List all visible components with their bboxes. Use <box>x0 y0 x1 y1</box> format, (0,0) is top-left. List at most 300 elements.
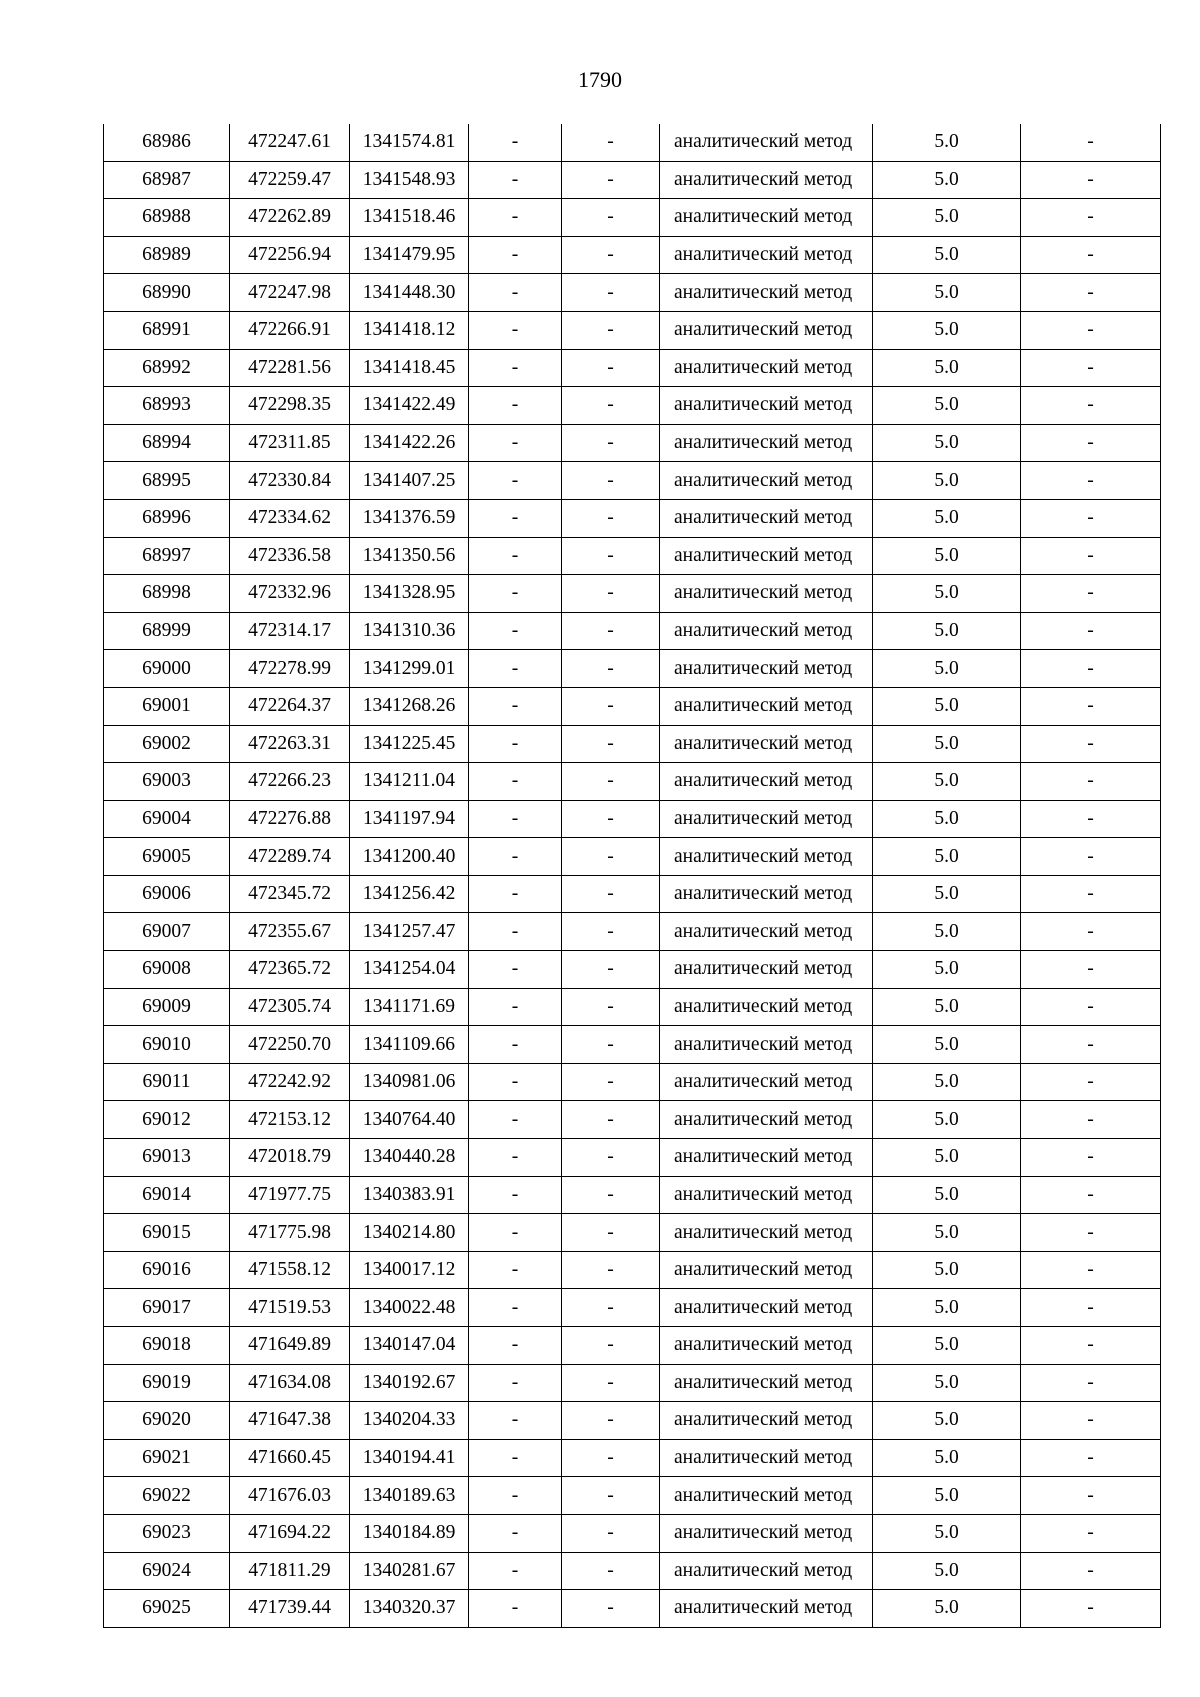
cell-method: аналитический метод <box>660 274 873 312</box>
cell-y: 1341299.01 <box>350 650 469 688</box>
cell-id: 69016 <box>104 1251 230 1289</box>
cell-c8: - <box>1021 725 1161 763</box>
table-row <box>104 951 1161 989</box>
cell-y: 1340184.89 <box>350 1514 469 1552</box>
table-row <box>104 1289 1161 1327</box>
cell-c5: - <box>562 124 660 161</box>
cell-x: 472365.72 <box>230 951 350 989</box>
cell-c5: - <box>562 1026 660 1064</box>
cell-c8: - <box>1021 1590 1161 1628</box>
cell-id: 68992 <box>104 349 230 387</box>
cell-c8: - <box>1021 988 1161 1026</box>
cell-id: 69020 <box>104 1402 230 1440</box>
cell-c4: - <box>469 875 562 913</box>
cell-id: 69005 <box>104 838 230 876</box>
cell-accuracy: 5.0 <box>873 1139 1021 1177</box>
cell-x: 472266.91 <box>230 311 350 349</box>
cell-y: 1341328.95 <box>350 575 469 613</box>
cell-c8: - <box>1021 1101 1161 1139</box>
cell-c4: - <box>469 1139 562 1177</box>
cell-id: 69004 <box>104 800 230 838</box>
cell-method: аналитический метод <box>660 1439 873 1477</box>
cell-c5: - <box>562 988 660 1026</box>
table-row <box>104 274 1161 312</box>
coordinates-table <box>103 124 1161 1628</box>
cell-method: аналитический метод <box>660 424 873 462</box>
cell-x: 472242.92 <box>230 1063 350 1101</box>
table-row <box>104 1514 1161 1552</box>
cell-c8: - <box>1021 1063 1161 1101</box>
cell-accuracy: 5.0 <box>873 612 1021 650</box>
cell-c5: - <box>562 725 660 763</box>
table-row <box>104 1026 1161 1064</box>
cell-c8: - <box>1021 1289 1161 1327</box>
cell-method: аналитический метод <box>660 1402 873 1440</box>
cell-y: 1340383.91 <box>350 1176 469 1214</box>
cell-method: аналитический метод <box>660 988 873 1026</box>
table-row <box>104 1101 1161 1139</box>
cell-method: аналитический метод <box>660 387 873 425</box>
cell-x: 472250.70 <box>230 1026 350 1064</box>
cell-c5: - <box>562 236 660 274</box>
cell-y: 1341418.45 <box>350 349 469 387</box>
cell-accuracy: 5.0 <box>873 1402 1021 1440</box>
cell-c8: - <box>1021 387 1161 425</box>
cell-c5: - <box>562 274 660 312</box>
table-row <box>104 311 1161 349</box>
cell-c5: - <box>562 1402 660 1440</box>
cell-id: 68999 <box>104 612 230 650</box>
cell-accuracy: 5.0 <box>873 1327 1021 1365</box>
cell-accuracy: 5.0 <box>873 725 1021 763</box>
cell-c5: - <box>562 1063 660 1101</box>
cell-method: аналитический метод <box>660 575 873 613</box>
table-row <box>104 199 1161 237</box>
cell-c8: - <box>1021 1214 1161 1252</box>
cell-x: 471977.75 <box>230 1176 350 1214</box>
cell-c8: - <box>1021 1327 1161 1365</box>
cell-x: 472332.96 <box>230 575 350 613</box>
cell-c8: - <box>1021 1139 1161 1177</box>
cell-id: 69008 <box>104 951 230 989</box>
cell-x: 472311.85 <box>230 424 350 462</box>
cell-c4: - <box>469 1026 562 1064</box>
cell-c5: - <box>562 612 660 650</box>
cell-accuracy: 5.0 <box>873 1176 1021 1214</box>
cell-accuracy: 5.0 <box>873 875 1021 913</box>
cell-x: 472247.61 <box>230 124 350 161</box>
cell-id: 69010 <box>104 1026 230 1064</box>
cell-method: аналитический метод <box>660 763 873 801</box>
cell-c8: - <box>1021 1514 1161 1552</box>
cell-y: 1341407.25 <box>350 462 469 500</box>
cell-accuracy: 5.0 <box>873 1590 1021 1628</box>
cell-c5: - <box>562 1514 660 1552</box>
table-row <box>104 462 1161 500</box>
cell-y: 1341268.26 <box>350 687 469 725</box>
table-row <box>104 988 1161 1026</box>
cell-accuracy: 5.0 <box>873 537 1021 575</box>
cell-x: 472018.79 <box>230 1139 350 1177</box>
cell-method: аналитический метод <box>660 161 873 199</box>
cell-c5: - <box>562 537 660 575</box>
cell-method: аналитический метод <box>660 311 873 349</box>
cell-accuracy: 5.0 <box>873 387 1021 425</box>
cell-c4: - <box>469 951 562 989</box>
cell-c4: - <box>469 1214 562 1252</box>
cell-c5: - <box>562 462 660 500</box>
cell-method: аналитический метод <box>660 687 873 725</box>
cell-id: 69007 <box>104 913 230 951</box>
cell-method: аналитический метод <box>660 725 873 763</box>
cell-c4: - <box>469 913 562 951</box>
table-row <box>104 1063 1161 1101</box>
cell-c5: - <box>562 311 660 349</box>
cell-c5: - <box>562 1364 660 1402</box>
cell-method: аналитический метод <box>660 1327 873 1365</box>
table-row <box>104 537 1161 575</box>
cell-x: 472262.89 <box>230 199 350 237</box>
table-row <box>104 236 1161 274</box>
table-row <box>104 124 1161 161</box>
cell-y: 1340764.40 <box>350 1101 469 1139</box>
cell-accuracy: 5.0 <box>873 763 1021 801</box>
cell-id: 69011 <box>104 1063 230 1101</box>
cell-id: 69001 <box>104 687 230 725</box>
cell-x: 472330.84 <box>230 462 350 500</box>
cell-id: 68990 <box>104 274 230 312</box>
cell-c5: - <box>562 1176 660 1214</box>
cell-c8: - <box>1021 161 1161 199</box>
cell-y: 1341200.40 <box>350 838 469 876</box>
cell-accuracy: 5.0 <box>873 1439 1021 1477</box>
cell-c8: - <box>1021 236 1161 274</box>
table-row <box>104 650 1161 688</box>
cell-c8: - <box>1021 913 1161 951</box>
cell-method: аналитический метод <box>660 1364 873 1402</box>
cell-id: 69023 <box>104 1514 230 1552</box>
table-row <box>104 1590 1161 1628</box>
table-row <box>104 800 1161 838</box>
cell-y: 1341518.46 <box>350 199 469 237</box>
cell-x: 472263.31 <box>230 725 350 763</box>
cell-c8: - <box>1021 1552 1161 1590</box>
cell-accuracy: 5.0 <box>873 838 1021 876</box>
cell-c4: - <box>469 199 562 237</box>
cell-x: 471694.22 <box>230 1514 350 1552</box>
cell-c4: - <box>469 800 562 838</box>
cell-c5: - <box>562 575 660 613</box>
cell-method: аналитический метод <box>660 1026 873 1064</box>
cell-id: 69017 <box>104 1289 230 1327</box>
cell-accuracy: 5.0 <box>873 462 1021 500</box>
cell-x: 471519.53 <box>230 1289 350 1327</box>
cell-c5: - <box>562 1289 660 1327</box>
table-row <box>104 1364 1161 1402</box>
cell-method: аналитический метод <box>660 462 873 500</box>
cell-c4: - <box>469 387 562 425</box>
cell-c8: - <box>1021 537 1161 575</box>
cell-c4: - <box>469 1251 562 1289</box>
cell-method: аналитический метод <box>660 1176 873 1214</box>
cell-accuracy: 5.0 <box>873 161 1021 199</box>
cell-x: 472153.12 <box>230 1101 350 1139</box>
cell-method: аналитический метод <box>660 1063 873 1101</box>
cell-y: 1341310.36 <box>350 612 469 650</box>
table-row <box>104 838 1161 876</box>
cell-c5: - <box>562 1590 660 1628</box>
cell-method: аналитический метод <box>660 199 873 237</box>
cell-c4: - <box>469 499 562 537</box>
cell-y: 1341422.49 <box>350 387 469 425</box>
cell-c5: - <box>562 800 660 838</box>
cell-method: аналитический метод <box>660 650 873 688</box>
cell-x: 472305.74 <box>230 988 350 1026</box>
cell-c8: - <box>1021 1251 1161 1289</box>
cell-y: 1340022.48 <box>350 1289 469 1327</box>
cell-method: аналитический метод <box>660 1590 873 1628</box>
cell-accuracy: 5.0 <box>873 1552 1021 1590</box>
cell-c8: - <box>1021 612 1161 650</box>
table-row <box>104 349 1161 387</box>
cell-id: 68996 <box>104 499 230 537</box>
cell-id: 69006 <box>104 875 230 913</box>
cell-c8: - <box>1021 951 1161 989</box>
cell-c4: - <box>469 988 562 1026</box>
cell-x: 471634.08 <box>230 1364 350 1402</box>
cell-x: 471739.44 <box>230 1590 350 1628</box>
cell-accuracy: 5.0 <box>873 650 1021 688</box>
cell-c8: - <box>1021 1439 1161 1477</box>
cell-accuracy: 5.0 <box>873 1063 1021 1101</box>
cell-method: аналитический метод <box>660 1289 873 1327</box>
cell-c4: - <box>469 236 562 274</box>
table-row <box>104 1176 1161 1214</box>
cell-c5: - <box>562 161 660 199</box>
cell-c4: - <box>469 124 562 161</box>
cell-x: 472259.47 <box>230 161 350 199</box>
cell-y: 1341350.56 <box>350 537 469 575</box>
table-body <box>104 124 1161 1627</box>
cell-c4: - <box>469 1477 562 1515</box>
cell-id: 68994 <box>104 424 230 462</box>
cell-id: 68991 <box>104 311 230 349</box>
cell-y: 1340194.41 <box>350 1439 469 1477</box>
cell-x: 472256.94 <box>230 236 350 274</box>
cell-accuracy: 5.0 <box>873 499 1021 537</box>
cell-x: 472266.23 <box>230 763 350 801</box>
cell-c5: - <box>562 838 660 876</box>
table-row <box>104 913 1161 951</box>
cell-method: аналитический метод <box>660 800 873 838</box>
cell-c5: - <box>562 499 660 537</box>
cell-y: 1340981.06 <box>350 1063 469 1101</box>
cell-c4: - <box>469 1514 562 1552</box>
cell-c8: - <box>1021 800 1161 838</box>
cell-c5: - <box>562 199 660 237</box>
cell-id: 69003 <box>104 763 230 801</box>
cell-accuracy: 5.0 <box>873 951 1021 989</box>
table-row <box>104 1552 1161 1590</box>
cell-method: аналитический метод <box>660 951 873 989</box>
cell-c4: - <box>469 311 562 349</box>
table-row <box>104 1439 1161 1477</box>
cell-c5: - <box>562 763 660 801</box>
cell-x: 472264.37 <box>230 687 350 725</box>
cell-y: 1341257.47 <box>350 913 469 951</box>
table-row <box>104 1214 1161 1252</box>
cell-c4: - <box>469 1289 562 1327</box>
cell-c8: - <box>1021 311 1161 349</box>
cell-x: 471558.12 <box>230 1251 350 1289</box>
cell-accuracy: 5.0 <box>873 1514 1021 1552</box>
table-row <box>104 161 1161 199</box>
cell-c8: - <box>1021 499 1161 537</box>
cell-c4: - <box>469 1402 562 1440</box>
cell-c5: - <box>562 1139 660 1177</box>
cell-c8: - <box>1021 274 1161 312</box>
cell-accuracy: 5.0 <box>873 1251 1021 1289</box>
cell-method: аналитический метод <box>660 875 873 913</box>
table-row <box>104 1402 1161 1440</box>
cell-y: 1341376.59 <box>350 499 469 537</box>
cell-c8: - <box>1021 875 1161 913</box>
cell-c4: - <box>469 462 562 500</box>
cell-c8: - <box>1021 199 1161 237</box>
table-row <box>104 763 1161 801</box>
table-row <box>104 499 1161 537</box>
cell-method: аналитический метод <box>660 1514 873 1552</box>
cell-accuracy: 5.0 <box>873 124 1021 161</box>
cell-c4: - <box>469 1439 562 1477</box>
cell-c4: - <box>469 274 562 312</box>
table-row <box>104 1477 1161 1515</box>
cell-id: 69024 <box>104 1552 230 1590</box>
cell-method: аналитический метод <box>660 499 873 537</box>
cell-y: 1341171.69 <box>350 988 469 1026</box>
cell-c8: - <box>1021 687 1161 725</box>
cell-c8: - <box>1021 650 1161 688</box>
cell-c5: - <box>562 1477 660 1515</box>
cell-c8: - <box>1021 1402 1161 1440</box>
cell-accuracy: 5.0 <box>873 800 1021 838</box>
cell-id: 69022 <box>104 1477 230 1515</box>
cell-c4: - <box>469 763 562 801</box>
cell-id: 69000 <box>104 650 230 688</box>
cell-c8: - <box>1021 1026 1161 1064</box>
cell-y: 1340017.12 <box>350 1251 469 1289</box>
table-row <box>104 612 1161 650</box>
cell-y: 1341448.30 <box>350 274 469 312</box>
cell-c8: - <box>1021 462 1161 500</box>
cell-c4: - <box>469 838 562 876</box>
cell-method: аналитический метод <box>660 612 873 650</box>
cell-y: 1341574.81 <box>350 124 469 161</box>
cell-method: аналитический метод <box>660 913 873 951</box>
cell-y: 1341479.95 <box>350 236 469 274</box>
cell-c5: - <box>562 424 660 462</box>
cell-c8: - <box>1021 424 1161 462</box>
table-row <box>104 575 1161 613</box>
cell-c4: - <box>469 424 562 462</box>
cell-y: 1341548.93 <box>350 161 469 199</box>
cell-x: 472247.98 <box>230 274 350 312</box>
table-row <box>104 1139 1161 1177</box>
cell-method: аналитический метод <box>660 1477 873 1515</box>
cell-id: 69009 <box>104 988 230 1026</box>
cell-c4: - <box>469 349 562 387</box>
cell-x: 471649.89 <box>230 1327 350 1365</box>
cell-id: 69013 <box>104 1139 230 1177</box>
cell-c8: - <box>1021 1176 1161 1214</box>
cell-c4: - <box>469 575 562 613</box>
cell-c5: - <box>562 1251 660 1289</box>
cell-c4: - <box>469 537 562 575</box>
cell-c5: - <box>562 1552 660 1590</box>
cell-c4: - <box>469 1590 562 1628</box>
cell-id: 69015 <box>104 1214 230 1252</box>
cell-y: 1340281.67 <box>350 1552 469 1590</box>
cell-x: 472276.88 <box>230 800 350 838</box>
cell-c4: - <box>469 612 562 650</box>
cell-method: аналитический метод <box>660 124 873 161</box>
cell-c5: - <box>562 1327 660 1365</box>
cell-c4: - <box>469 1552 562 1590</box>
cell-c4: - <box>469 161 562 199</box>
cell-y: 1341225.45 <box>350 725 469 763</box>
cell-method: аналитический метод <box>660 1251 873 1289</box>
cell-c8: - <box>1021 838 1161 876</box>
cell-y: 1340320.37 <box>350 1590 469 1628</box>
cell-c8: - <box>1021 349 1161 387</box>
cell-accuracy: 5.0 <box>873 236 1021 274</box>
cell-accuracy: 5.0 <box>873 1101 1021 1139</box>
cell-c8: - <box>1021 1364 1161 1402</box>
cell-c5: - <box>562 1439 660 1477</box>
cell-x: 471676.03 <box>230 1477 350 1515</box>
cell-accuracy: 5.0 <box>873 575 1021 613</box>
cell-y: 1340189.63 <box>350 1477 469 1515</box>
cell-accuracy: 5.0 <box>873 1477 1021 1515</box>
cell-accuracy: 5.0 <box>873 199 1021 237</box>
cell-method: аналитический метод <box>660 1101 873 1139</box>
cell-x: 472298.35 <box>230 387 350 425</box>
cell-accuracy: 5.0 <box>873 913 1021 951</box>
cell-id: 69019 <box>104 1364 230 1402</box>
cell-c4: - <box>469 1176 562 1214</box>
cell-c8: - <box>1021 1477 1161 1515</box>
cell-method: аналитический метод <box>660 1552 873 1590</box>
cell-x: 471647.38 <box>230 1402 350 1440</box>
table-row <box>104 387 1161 425</box>
cell-id: 69014 <box>104 1176 230 1214</box>
cell-y: 1341197.94 <box>350 800 469 838</box>
cell-c4: - <box>469 1063 562 1101</box>
cell-y: 1340440.28 <box>350 1139 469 1177</box>
table-row <box>104 725 1161 763</box>
cell-accuracy: 5.0 <box>873 1289 1021 1327</box>
cell-x: 472289.74 <box>230 838 350 876</box>
cell-c5: - <box>562 913 660 951</box>
cell-method: аналитический метод <box>660 1139 873 1177</box>
cell-y: 1341422.26 <box>350 424 469 462</box>
cell-id: 68997 <box>104 537 230 575</box>
cell-accuracy: 5.0 <box>873 988 1021 1026</box>
cell-id: 68989 <box>104 236 230 274</box>
cell-c4: - <box>469 1101 562 1139</box>
cell-x: 472334.62 <box>230 499 350 537</box>
table-row <box>104 1327 1161 1365</box>
